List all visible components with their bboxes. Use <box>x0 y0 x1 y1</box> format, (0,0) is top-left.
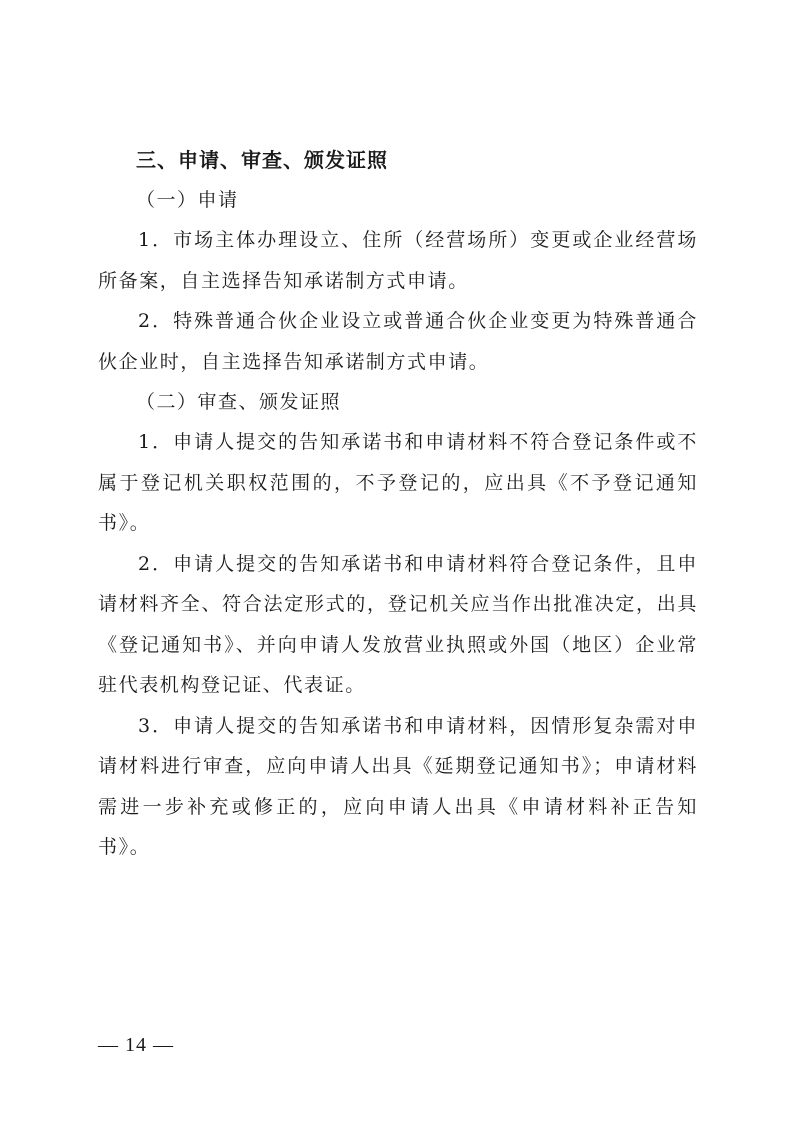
paragraph-review-3: 3．申请人提交的告知承诺书和申请材料，因情形复杂需对申请材料进行审查，应向申请人出具《延期登记通知书》；申请材料需进一步补充或修正的，应向申请人出具《申请材料补正告知书》。 <box>98 714 698 858</box>
subsection-title-review: （二）审查、颁发证照 <box>136 391 342 413</box>
paragraph-application-2: 2．特殊普通合伙企业设立或普通合伙企业变更为特殊普通合伙企业时，自主选择告知承诺制方式申请。 <box>98 310 698 373</box>
page-number: — 14 — <box>98 1034 174 1056</box>
paragraph-application-1: 1．市场主体办理设立、住所（经营场所）变更或企业经营场所备案，自主选择告知承诺制方式申请。 <box>98 229 698 292</box>
paragraph-review-2: 2．申请人提交的告知承诺书和申请材料符合登记条件，且申请材料齐全、符合法定形式的，登记机关应当作出批准决定，出具《登记通知书》、并向申请人发放营业执照或外国（地区）企业常驻代表机构登记证、代表证。 <box>98 552 698 696</box>
section-heading: 三、申请、审查、颁发证照 <box>136 148 388 172</box>
paragraph-review-1: 1．申请人提交的告知承诺书和申请材料不符合登记条件或不属于登记机关职权范围的，不予登记的，应出具《不予登记通知书》。 <box>98 431 698 534</box>
document-body <box>98 140 698 868</box>
subsection-title-application: （一）申请 <box>136 189 239 211</box>
